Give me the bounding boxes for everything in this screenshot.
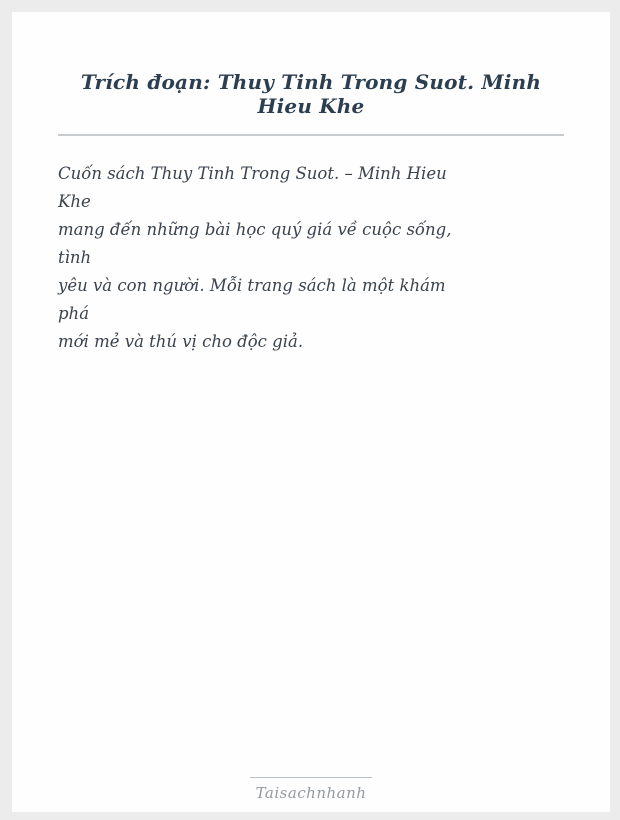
title-divider bbox=[58, 134, 564, 136]
excerpt-line: tình bbox=[58, 248, 92, 267]
document-sheet bbox=[12, 12, 610, 812]
excerpt-line: mới mẻ và thú vị cho độc giả. bbox=[58, 332, 304, 351]
footer-divider bbox=[250, 777, 372, 778]
excerpt-line: Cuốn sách Thuy Tinh Trong Suot. – Minh Hieu bbox=[58, 164, 447, 183]
excerpt-paragraph bbox=[58, 160, 564, 356]
document-content bbox=[12, 70, 610, 356]
excerpt-line: Khe bbox=[58, 192, 91, 211]
footer-site-name: Taisachnhanh bbox=[255, 784, 367, 802]
excerpt-line: phá bbox=[58, 304, 90, 323]
page-title: Trích đoạn: Thuy Tinh Trong Suot. Minh Hieu Khe bbox=[80, 70, 542, 118]
excerpt-line: mang đến những bài học quý giá về cuộc sống, bbox=[58, 220, 452, 239]
page-footer bbox=[12, 777, 610, 802]
excerpt-line: yêu và con người. Mỗi trang sách là một khám bbox=[58, 276, 446, 295]
